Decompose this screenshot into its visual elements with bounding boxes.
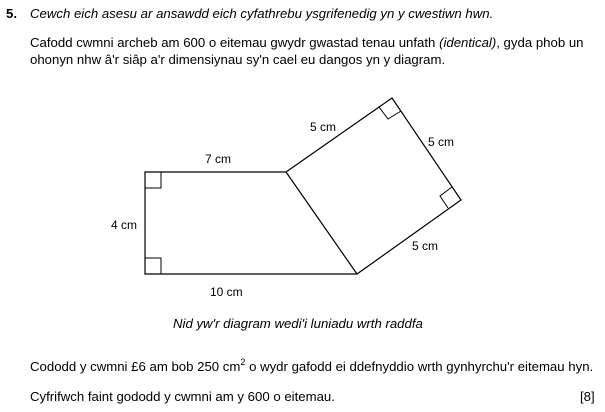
question-number: 5.	[6, 6, 17, 21]
label-square-right-top-5cm: 5 cm	[428, 135, 455, 149]
label-bottom-10cm: 10 cm	[210, 285, 243, 299]
intro-line-1-end: , gyda phob un	[496, 35, 584, 50]
label-square-top-5cm: 5 cm	[310, 120, 337, 134]
label-top-7cm: 7 cm	[205, 152, 232, 166]
right-angle-marker-square-right	[440, 187, 452, 208]
label-square-right-bottom-5cm: 5 cm	[412, 239, 439, 253]
cost-line-start: Cododd y cwmni £6 am bob 250 cm	[30, 359, 241, 374]
task-line: Cyfrifwch faint gododd y cwmni am y 600 o eitemau.	[30, 389, 335, 404]
intro-line-1-start: Cafodd cwmni archeb am 600 o eitemau gwydr gwastad tenau unfath	[30, 35, 440, 50]
right-angle-marker-top-left	[145, 172, 161, 188]
cost-line-superscript: 2	[240, 356, 246, 367]
question-instruction: Cewch eich asesu ar ansawdd eich cyfathrebu ysgrifenedig yn y cwestiwn hwn.	[30, 6, 494, 21]
label-left-4cm: 4 cm	[111, 218, 138, 232]
intro-line-1-italic: (identical)	[439, 35, 497, 50]
right-angle-marker-bottom-left	[145, 258, 161, 274]
cost-line-end: o wydr gafodd ei ddefnyddio wrth gynhyrchu'r eitemau hyn.	[245, 359, 594, 374]
cost-line	[30, 356, 594, 375]
square-diagonal	[286, 172, 357, 274]
intro-line-2: ohonyn nhw â'r siâp a'r dimensiynau sy'n cael eu dangos yn y diagram.	[30, 52, 446, 67]
marks-badge: [8]	[580, 389, 595, 404]
diagram-caption: Nid yw'r diagram wedi'i luniadu wrth raddfa	[173, 316, 423, 331]
right-angle-marker-square-top	[379, 107, 401, 119]
